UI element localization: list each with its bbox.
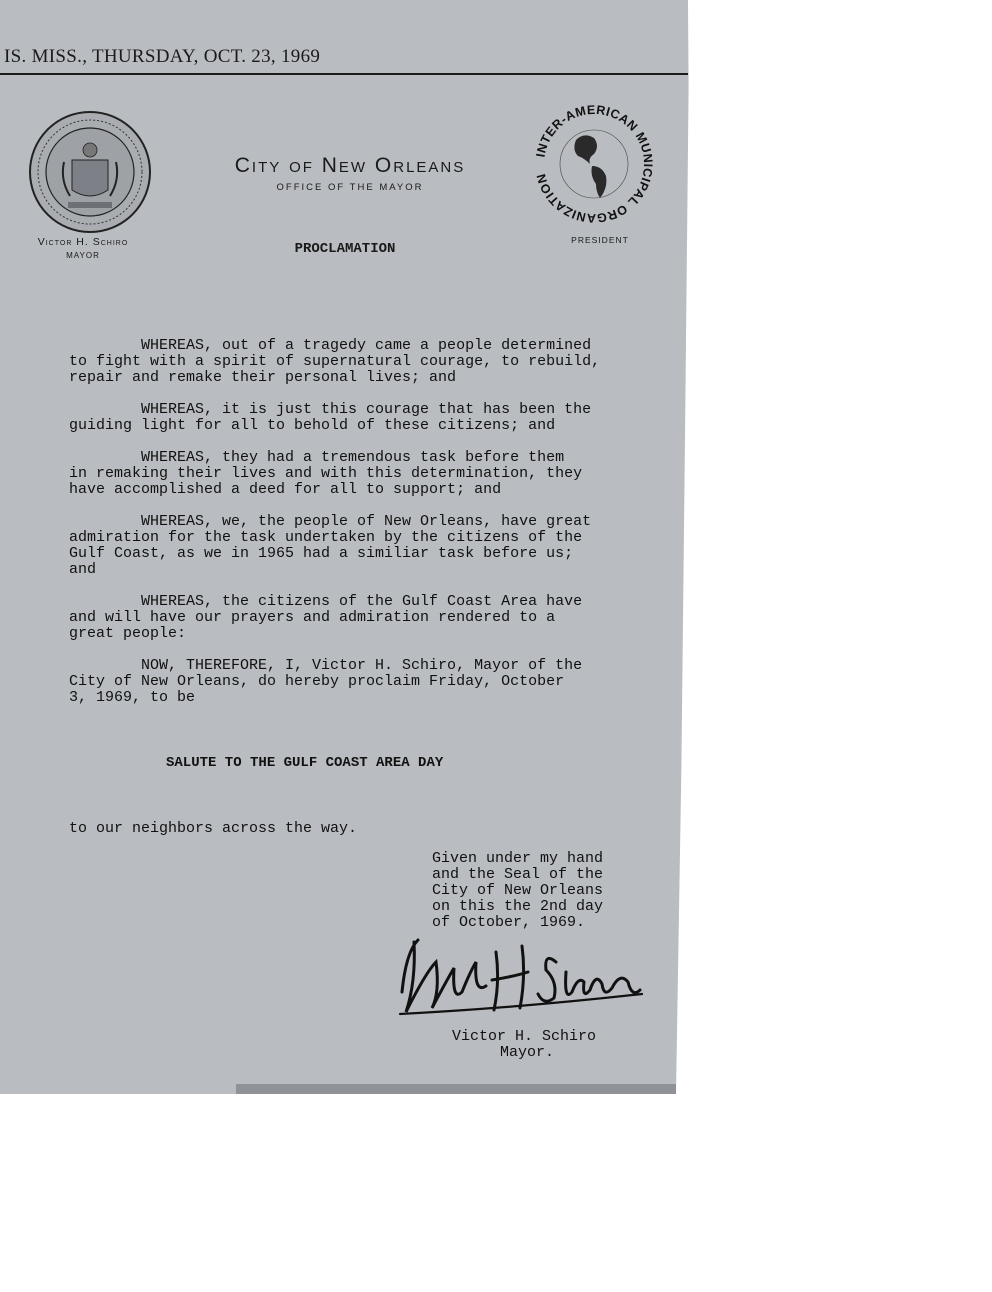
signature-name: Victor H. Schiro [452,1028,597,1045]
whereas-paragraph-2: WHEREAS, it is just this courage that has been the guiding light for all to behold of these citizens; and [69,401,592,434]
proclaim-paragraph: NOW, THEREFORE, I, Victor H. Schiro, Mayor of the City of New Orleans, do hereby proclaim Friday, October 3, 1969, to be [69,657,583,706]
document-heading: PROCLAMATION [294,241,396,257]
bottom-shadow [236,1084,676,1094]
letterhead-office: OFFICE OF THE MAYOR [276,182,424,193]
whereas-paragraph-4: WHEREAS, we, the people of New Orleans, have great admiration for the task undertaken by the citizens of the Gulf Coast, as we in 1965 had a similiar task before us; and [69,513,592,578]
seal-ring-text: INTER-AMERICAN MUNICIPAL ORGANIZATION [533,102,656,226]
letterhead-title: City of New Orleans [234,154,466,177]
given-under-hand-block: Given under my hand and the Seal of the City of New Orleans on this the 2nd day of October, 1969. [432,850,604,931]
letterhead-mayor-name: Victor H. Schiro [37,236,129,248]
svg-text:INTER-AMERICAN MUNICIPAL ORGAN [534,103,656,225]
letterhead-president-label: PRESIDENT [571,235,629,245]
mayor-signature-icon [396,932,646,1022]
whereas-paragraph-1: WHEREAS, out of a tragedy came a people determined to fight with a spirit of supernatural courage, to rebuild, repair and remake their personal lives; and [69,337,601,386]
whereas-paragraph-5: WHEREAS, the citizens of the Gulf Coast Area have and will have our prayers and admiration rendered to a great people: [69,593,583,642]
letterhead-mayor-title: MAYOR [66,251,100,260]
salute-line: SALUTE TO THE GULF COAST AREA DAY [166,755,444,771]
signature-title: Mayor. [500,1044,555,1061]
closing-line: to our neighbors across the way. [69,820,358,837]
city-seal-icon [28,110,152,234]
header-rule [0,73,688,75]
whereas-paragraph-3: WHEREAS, they had a tremendous task before them in remaking their lives and with this determination, they have accomplished a deed for all to support; and [69,449,583,498]
newspaper-dateline: IS. MISS., THURSDAY, OCT. 23, 1969 [4,46,321,67]
